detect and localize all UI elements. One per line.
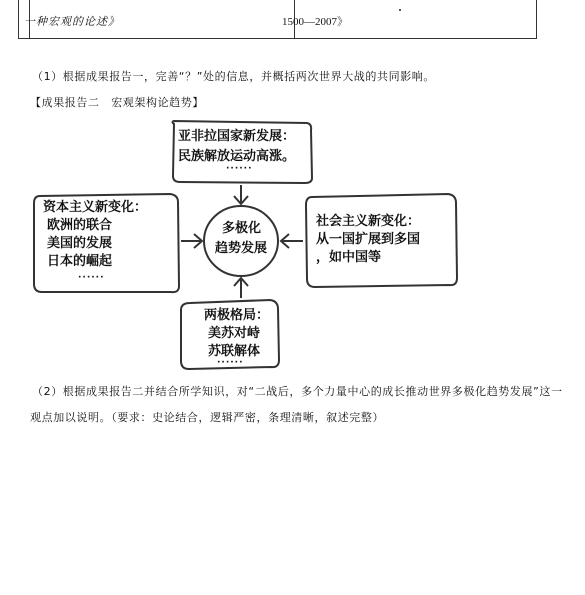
bottom-box-line2: 美苏对峙 (208, 326, 261, 341)
bottom-box-dots: ······ (217, 358, 244, 368)
center-line2: 趋势发展 (215, 241, 268, 256)
bottom-box-line1: 两极格局： (204, 308, 270, 323)
left-box-line3: 美国的发展 (47, 236, 113, 251)
bottom-box-line3: 苏联解体 (208, 344, 261, 359)
left-box-line2: 欧洲的联合 (47, 218, 113, 233)
table-cell-right: 1500—2007》 (282, 16, 348, 28)
left-box-dots: ······ (78, 273, 105, 283)
right-box-line3: ，如中国等 (316, 250, 382, 265)
left-box-line4: 日本的崛起 (47, 254, 113, 269)
question-2-line2: 观点加以说明。（要求：史论结合，逻辑严密，条理清晰，叙述完整） (30, 411, 385, 424)
top-box-line1: 亚非拉国家新发展： (178, 129, 296, 144)
table-cell-left: 一种宏观的论述》 (24, 15, 120, 28)
right-box-line1: 社会主义新变化： (316, 214, 421, 229)
right-box-line2: 从一国扩展到多国 (316, 232, 421, 247)
top-box-line2: 民族解放运动高涨。 (178, 149, 296, 164)
question-2-line1: （2）根据成果报告二并结合所学知识，对“二战后，多个力量中心的成长推动世界多极化趋势发展”这一 (32, 385, 563, 398)
center-line1: 多极化 (222, 221, 262, 236)
top-box-dots: ······ (226, 164, 253, 174)
left-box-line1: 资本主义新变化： (43, 200, 148, 215)
section-title: 【成果报告二 宏观架构论趋势】 (30, 96, 204, 109)
question-1: （1）根据成果报告一，完善“？”处的信息，并概括两次世界大战的共同影响。 (32, 70, 435, 83)
